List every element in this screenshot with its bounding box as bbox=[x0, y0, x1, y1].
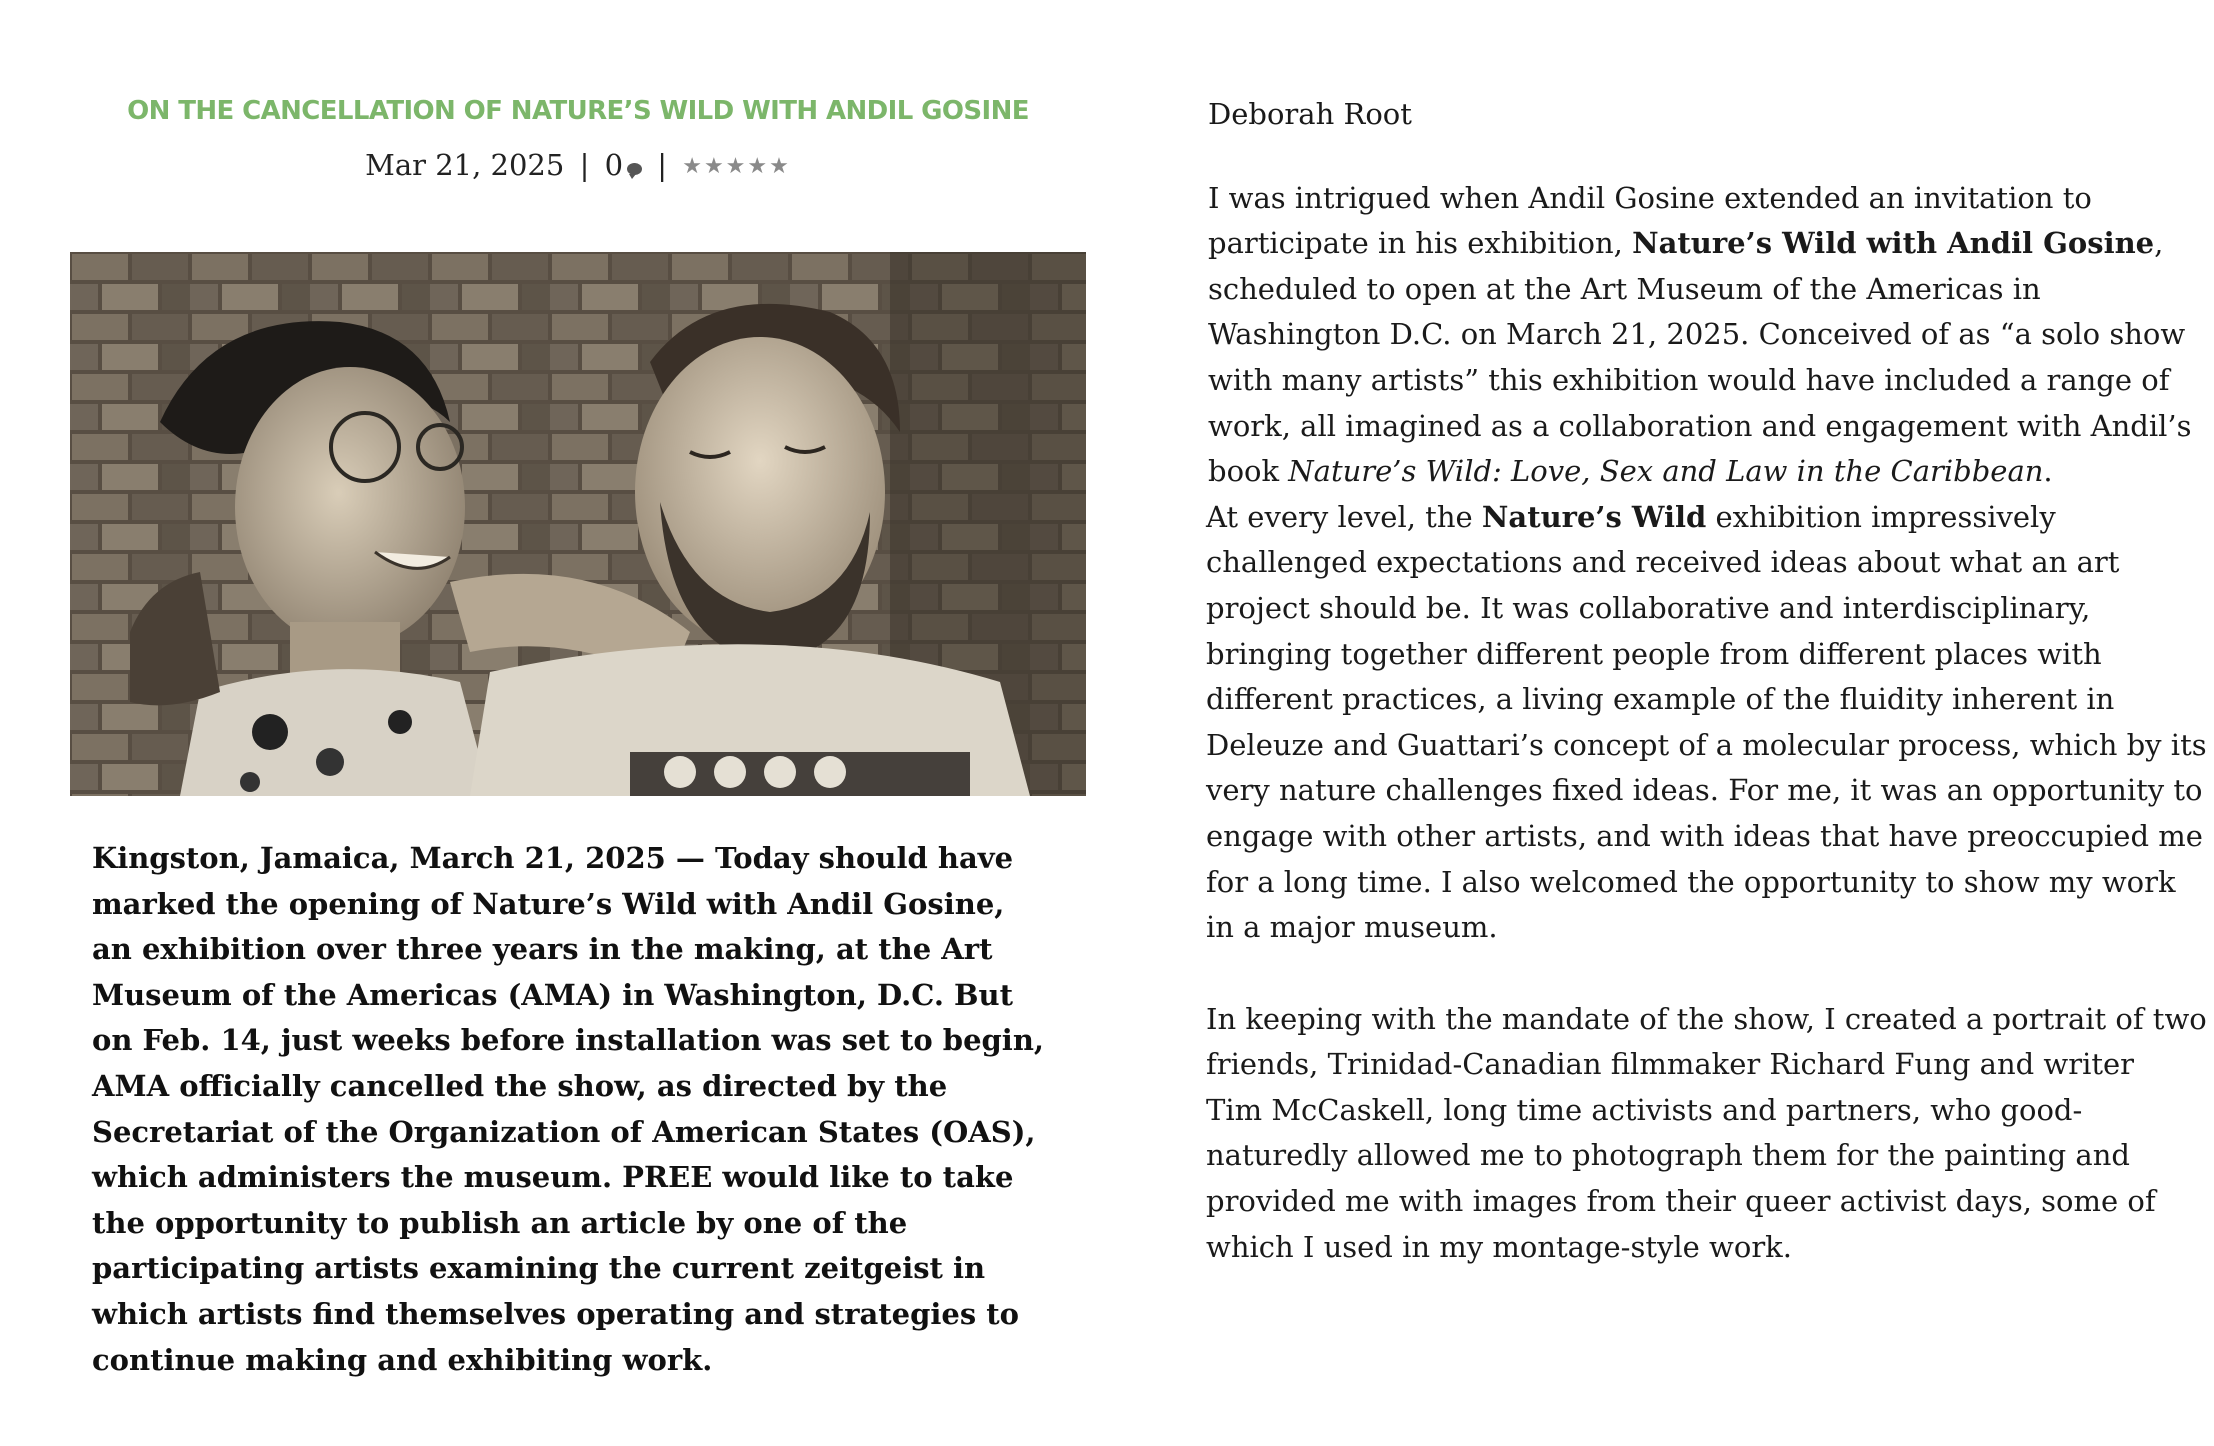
article-paragraph-2 bbox=[1206, 495, 2208, 951]
para-line: Deleuze and Guattari’s concept of a molecular process, which by its bbox=[1206, 727, 2207, 762]
featured-photo bbox=[70, 252, 1086, 796]
text-run: . bbox=[2043, 454, 2053, 489]
para-line: Washington D.C. on March 21, 2025. Conceived of as “a solo show bbox=[1208, 317, 2186, 352]
para-line: work, all imagined as a collaboration and engagement with Andil’s bbox=[1208, 408, 2192, 443]
exhibition-title: Nature’s Wild with Andil Gosine bbox=[1632, 226, 2155, 261]
para-line: scheduled to open at the Art Museum of the Americas in bbox=[1208, 271, 2041, 306]
text-run: participate in his exhibition, bbox=[1208, 226, 1633, 261]
meta-separator: | bbox=[657, 148, 668, 182]
intro-line: which artists find themselves operating and strategies to bbox=[92, 1296, 1020, 1331]
intro-line: which administers the museum. PREE would like to take bbox=[92, 1160, 1014, 1195]
comment-icon bbox=[627, 163, 642, 175]
text-run: exhibition impressively bbox=[1706, 499, 2056, 534]
para-line: different practices, a living example of the fluidity inherent in bbox=[1206, 682, 2115, 717]
para-line: project should be. It was collaborative and interdisciplinary, bbox=[1206, 590, 2091, 625]
article-body bbox=[1208, 92, 2208, 1270]
post-meta bbox=[70, 148, 1086, 182]
para-line: with many artists” this exhibition would have included a range of bbox=[1208, 362, 2170, 397]
intro-line: Kingston, Jamaica, March 21, 2025 — Today should have bbox=[92, 841, 1014, 875]
para-line: challenged expectations and received ideas about what an art bbox=[1206, 545, 2120, 580]
intro-paragraph bbox=[92, 836, 1072, 1383]
para-line: Tim McCaskell, long time activists and partners, who good- bbox=[1206, 1092, 2083, 1127]
intro-line: participating artists examining the current zeitgeist in bbox=[92, 1251, 986, 1286]
comment-count: 0 bbox=[604, 148, 624, 182]
intro-line: an exhibition over three years in the making, at the Art bbox=[92, 932, 993, 967]
para-line: engage with other artists, and with ideas that have preoccupied me bbox=[1206, 818, 2203, 853]
para-line: naturedly allowed me to photograph them for the painting and bbox=[1206, 1138, 2130, 1173]
intro-line: Secretariat of the Organization of American States (OAS), bbox=[92, 1114, 1036, 1149]
exhibition-title: Nature’s Wild bbox=[1481, 499, 1707, 534]
para-line: very nature challenges fixed ideas. For me, it was an opportunity to bbox=[1206, 773, 2203, 808]
para-line: for a long time. I also welcomed the opportunity to show my work bbox=[1206, 864, 2176, 899]
article-paragraph-1 bbox=[1208, 176, 2208, 495]
para-line: bringing together different people from different places with bbox=[1206, 636, 2102, 671]
post-date: Mar 21, 2025 bbox=[365, 148, 565, 182]
para-line bbox=[1206, 495, 2208, 541]
intro-line: the opportunity to publish an article by one of the bbox=[92, 1205, 908, 1240]
para-line: provided me with images from their queer activist days, some of bbox=[1206, 1184, 2156, 1219]
intro-line: continue making and exhibiting work. bbox=[92, 1342, 713, 1377]
intro-line: AMA officially cancelled the show, as directed by the bbox=[92, 1068, 948, 1103]
para-line bbox=[1208, 221, 2208, 267]
post-title[interactable]: ON THE CANCELLATION OF NATURE’S WILD WITH ANDIL GOSINE bbox=[127, 96, 1029, 126]
article-paragraph-3 bbox=[1206, 997, 2208, 1271]
intro-line: Museum of the Americas (AMA) in Washington, D.C. But bbox=[92, 977, 1014, 1012]
book-title: Nature’s Wild: Love, Sex and Law in the Caribbean bbox=[1288, 454, 2044, 489]
author-name: Deborah Root bbox=[1208, 97, 1412, 131]
comment-link[interactable] bbox=[605, 148, 652, 182]
star-rating[interactable]: ★★★★★ bbox=[682, 154, 791, 179]
intro-line: marked the opening of Nature’s Wild with Andil Gosine, bbox=[92, 886, 1005, 921]
text-run: At every level, the bbox=[1206, 499, 1482, 534]
para-line: in a major museum. bbox=[1206, 910, 1498, 945]
para-line: friends, Trinidad-Canadian filmmaker Richard Fung and writer bbox=[1206, 1047, 2135, 1082]
text-run: , bbox=[2154, 226, 2164, 261]
text-run: book bbox=[1208, 454, 1289, 489]
intro-line: on Feb. 14, just weeks before installation was set to begin, bbox=[92, 1023, 1045, 1058]
photo-two-men-portrait-icon bbox=[70, 252, 1086, 796]
meta-separator: | bbox=[579, 148, 590, 182]
para-line: which I used in my montage-style work. bbox=[1206, 1229, 1792, 1264]
para-line: In keeping with the mandate of the show, I created a portrait of two bbox=[1206, 1001, 2207, 1036]
para-line bbox=[1208, 449, 2208, 495]
para-line: I was intrigued when Andil Gosine extended an invitation to bbox=[1208, 180, 2092, 215]
